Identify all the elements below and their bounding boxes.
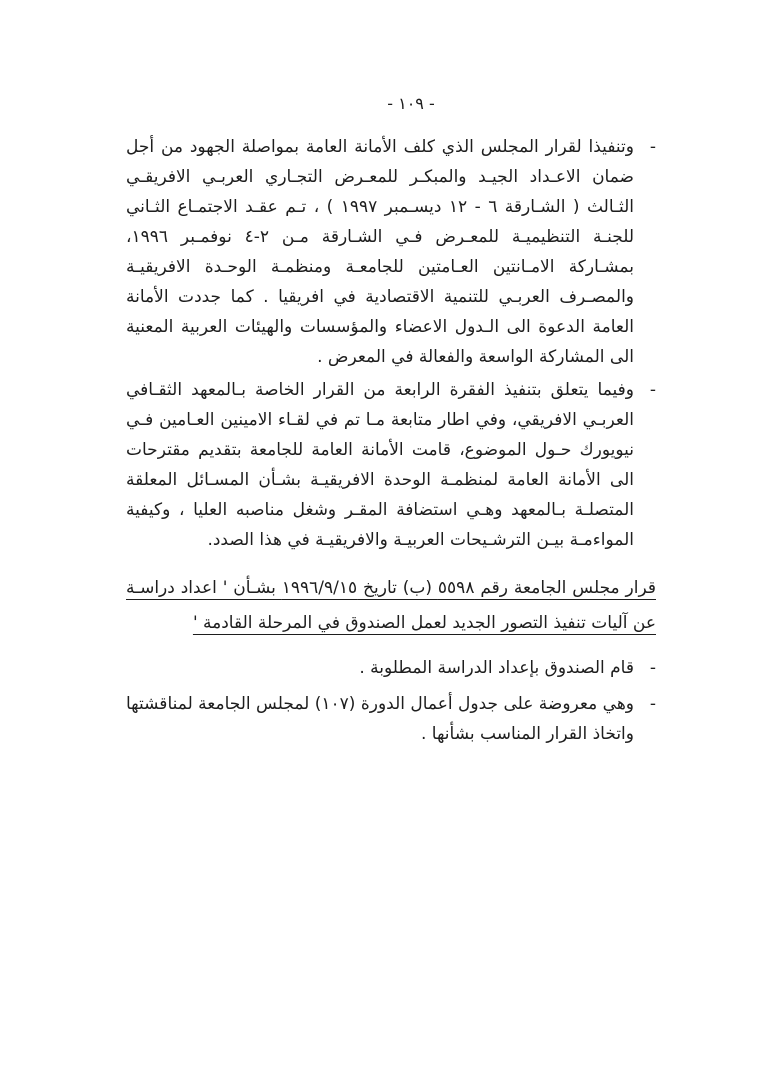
bullet-dash: -	[649, 380, 656, 400]
bullet-item	[126, 689, 656, 749]
bullet-text: وفيما يتعلق بتنفيذ الفقرة الرابعة من القرار الخاصة بـالمعهد الثقـافي العربـي الافريقي، وفي اطار متابعة مـا تم في لقـاء الامينين العـامين فـي نيويورك حـول الموضوع، قامت الأمانة العامة للجامعة بتقديم مقترحات الى الأمانة العامة لمنظمـة الوحدة الافريقيـة بشـأن المسـائل المعلقة المتصلـة بـالمعهد وهـي استضافة المقـر وشغل مناصبه العليا ، وكيفية المواءمـة بيـن الترشـيحات العربيـة والافريقيـة في هذا الصدد.	[126, 380, 634, 550]
resolution-heading-row	[126, 606, 656, 641]
bullet-text: قام الصندوق بإعداد الدراسة المطلوبة .	[359, 658, 634, 678]
bullet-dash: -	[649, 658, 656, 678]
resolution-heading-line-2: عن آليات تنفيذ التصور الجديد لعمل الصندوق في المرحلة القادمة '	[192, 613, 656, 633]
resolution-heading-line-1: قرار مجلس الجامعة رقم ٥٥٩٨ (ب) تاريخ ١٩٩٦/٩/١٥ بشـأن ' اعداد دراسـة	[126, 578, 656, 598]
bullet-text: وتنفيذا لقرار المجلس الذي كلف الأمانة العامة بمواصلة الجهود من أجل ضمان الاعـداد الجيـد والمبكـر للمعـرض التجـاري العربـي الافريقـي الثـالث ( الشـارقة ٦ - ١٢ ديسـمبر ١٩٩٧ ) ، تـم عقـد الاجتمـاع الثـاني للجنـة التنظيميـة للمعـرض فـي الشـارقة مـن ٢-٤ نوفمـبر ١٩٩٦، بمشـاركة الامـانتين العـامتين للجامعـة ومنظمـة الوحـدة الافريقيـة والمصـرف العربـي للتنمية الاقتصادية في افريقيا . كما جددت الأمانة العامة الدعوة الى الـدول الاعضاء والمؤسسات والهيئات العربية المعنية الى المشاركة الواسعة والفعالة في المعرض .	[126, 137, 635, 367]
bullet-item	[126, 375, 656, 555]
bullet-text: وهي معروضة على جدول أعمال الدورة (١٠٧) لمجلس الجامعة لمناقشتها واتخاذ القرار المناسب بشأنها .	[126, 694, 634, 744]
bullet-dash: -	[649, 694, 656, 714]
resolution-heading	[126, 571, 656, 641]
resolution-heading-row	[126, 571, 656, 606]
bullet-item	[126, 653, 656, 683]
bullet-item	[126, 132, 656, 372]
page-number: - ١٠٩ -	[387, 94, 435, 113]
bullet-dash: -	[649, 137, 656, 157]
document-body	[126, 132, 656, 752]
